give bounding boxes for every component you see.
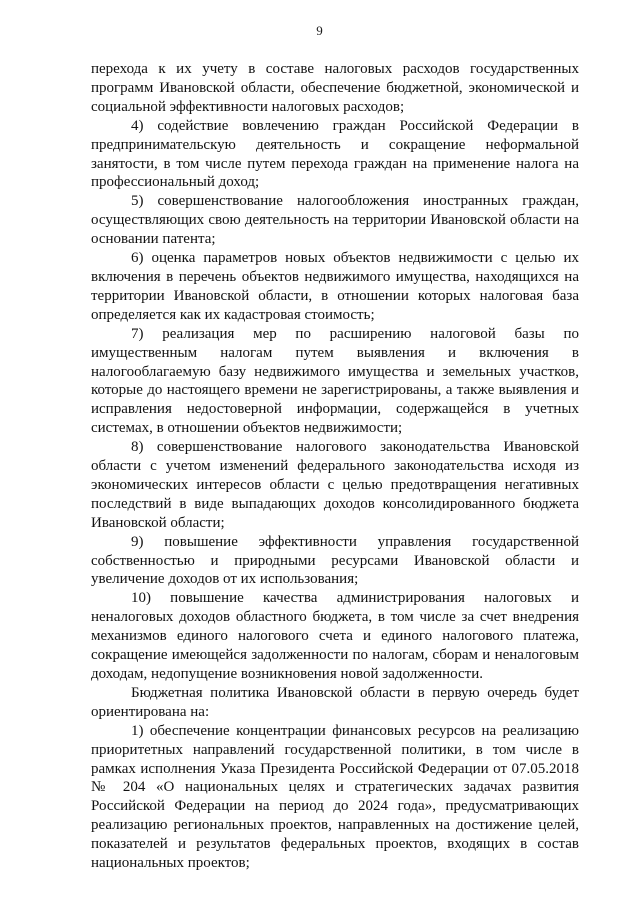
paragraph-budget-policy-intro: Бюджетная политика Ивановской области в первую очередь будет ориентирована на: (91, 684, 579, 720)
paragraph-continuation: перехода к их учету в составе налоговых расходов государственных программ Ивановской области, обеспечение бюджетной, экономической и социальной эффективности налоговых расходов; (91, 61, 579, 115)
paragraph-item-10: 10) повышение качества администрирования налоговых и неналоговых доходов областного бюджета, в том числе за счет внедрения механизмов единого налогового счета и единого налогового платежа, сокращение имеющейся задолженности по налогам, сборам и неналоговым доходам, недопущение возникновения новой задолженности. (91, 590, 579, 682)
paragraph-item-7: 7) реализация мер по расширению налоговой базы по имущественным налогам путем выявления и включения в налогооблагаемую базу недвижимого имущества и земельных участков, которые до настоящего времени не зарегистрированы, а также выявления и исправления недостоверной информации, содержащейся в учетных системах, в отношении объектов недвижимости; (91, 325, 579, 437)
paragraph-item-9: 9) повышение эффективности управления государственной собственностью и природными ресурсами Ивановской области и увеличение доходов от их использования; (91, 533, 579, 588)
paragraph-budget-item-1: 1) обеспечение концентрации финансовых ресурсов на реализацию приоритетных направлений государственной политики, в том числе в рамках исполнения Указа Президента Российской Федерации от 07.05.2018 № 204 «О национальных целях и стратегических задачах развития Российской Федерации на период до 2024 года», предусматривающих реализацию региональных проектов, направленных на достижение целей, показателей и результатов федеральных проектов, входящих в состав национальных проектов; (91, 722, 579, 872)
page-number: 9 (316, 23, 323, 38)
paragraph-item-4: 4) содействие вовлечению граждан Российской Федерации в предпринимательскую деятельность и сокращение неформальной занятости, в том числе путем перехода граждан на применение налога на профессиональный доход; (91, 117, 579, 191)
paragraph-item-5: 5) совершенствование налогообложения иностранных граждан, осуществляющих свою деятельность на территории Ивановской области на основании патента; (91, 193, 579, 248)
document-body (91, 60, 579, 873)
paragraph-item-6: 6) оценка параметров новых объектов недвижимости с целью их включения в перечень объектов недвижимого имущества, находящихся на территории Ивановской области, в отношении которых налоговая база определяется как их кадастровая стоимость; (91, 250, 579, 323)
paragraph-item-8: 8) совершенствование налогового законодательства Ивановской области с учетом изменений федерального законодательства исходя из экономических интересов области с целью предотвращения негативных последствий в виде выпадающих доходов консолидированного бюджета Ивановской области; (91, 439, 579, 531)
